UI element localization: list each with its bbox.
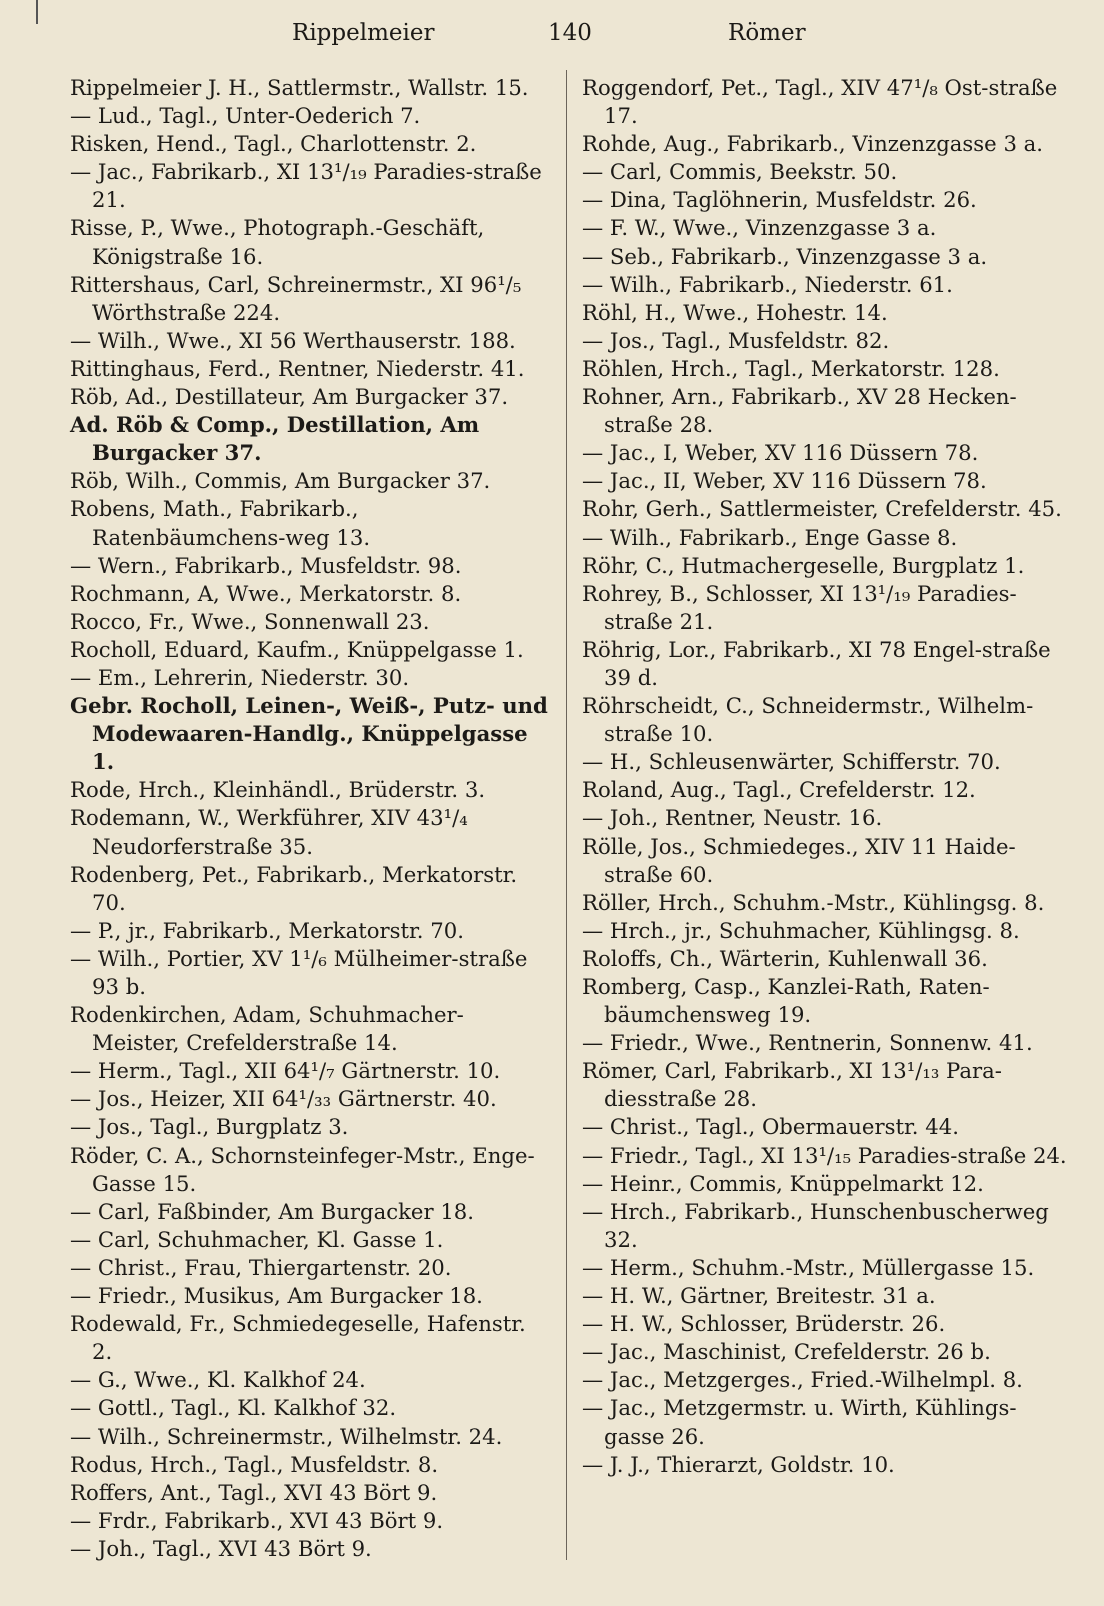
- directory-entry: Risken, Hend., Tagl., Charlottenstr. 2.: [70, 131, 477, 157]
- directory-entry: — H., Schleusenwärter, Schifferstr. 70.: [582, 749, 1001, 775]
- directory-entry: — Wern., Fabrikarb., Musfeldstr. 98.: [70, 552, 462, 578]
- directory-entry: Rode, Hrch., Kleinhändl., Brüderstr. 3.: [70, 777, 486, 803]
- directory-entry: — Friedr., Musikus, Am Burgacker 18.: [70, 1283, 483, 1309]
- directory-entry: Risse, P., Wwe., Photograph.-Geschäft, Königstraße 16.: [70, 215, 485, 269]
- directory-entry: — Jos., Tagl., Musfeldstr. 82.: [582, 327, 890, 353]
- directory-entry: — G., Wwe., Kl. Kalkhof 24.: [70, 1367, 366, 1393]
- left-column: [70, 74, 550, 1563]
- directory-entry: Rodenberg, Pet., Fabrikarb., Merkatorstr. 70.: [70, 861, 518, 915]
- directory-entry: Roland, Aug., Tagl., Crefelderstr. 12.: [582, 777, 976, 803]
- directory-entry: — Wilh., Schreinermstr., Wilhelmstr. 24.: [70, 1423, 503, 1449]
- directory-entry: — Friedr., Tagl., XI 13¹/₁₅ Paradies-straße 24.: [582, 1142, 1067, 1168]
- directory-entry: Röhrscheidt, C., Schneidermstr., Wilhelm-straße 10.: [582, 693, 1034, 747]
- directory-entry: Rohr, Gerh., Sattlermeister, Crefelderstr. 45.: [582, 496, 1062, 522]
- directory-entry: — Jac., Maschinist, Crefelderstr. 26 b.: [582, 1339, 991, 1365]
- directory-entry: Rohrey, B., Schlosser, XI 13¹/₁₉ Paradies-straße 21.: [582, 580, 1017, 634]
- directory-entry: Röhl, H., Wwe., Hohestr. 14.: [582, 299, 888, 325]
- directory-entry: Rocco, Fr., Wwe., Sonnenwall 23.: [70, 608, 430, 634]
- directory-entry: — H. W., Gärtner, Breitestr. 31 a.: [582, 1283, 936, 1309]
- directory-entry: — Lud., Tagl., Unter-Oederich 7.: [70, 103, 421, 129]
- directory-entry: — Joh., Tagl., XVI 43 Bört 9.: [70, 1535, 372, 1561]
- directory-entry: — Christ., Frau, Thiergartenstr. 20.: [70, 1254, 452, 1280]
- directory-entry: — Joh., Rentner, Neustr. 16.: [582, 805, 883, 831]
- directory-entry: Ad. Röb & Comp., Destillation, Am Burgacker 37.: [70, 412, 480, 466]
- directory-entry: Röb, Wilh., Commis, Am Burgacker 37.: [70, 468, 491, 494]
- directory-entry: — Herm., Schuhm.-Mstr., Müllergasse 15.: [582, 1254, 1035, 1280]
- directory-entry: — Carl, Faßbinder, Am Burgacker 18.: [70, 1198, 475, 1224]
- header-right-keyword: Römer: [728, 20, 806, 46]
- directory-entry: — Jac., Fabrikarb., XI 13¹/₁₉ Paradies-straße 21.: [70, 159, 542, 213]
- page-edge-mark: [36, 0, 38, 24]
- directory-entry: Rippelmeier J. H., Sattlermstr., Wallstr. 15.: [70, 75, 529, 100]
- directory-entry: Romberg, Casp., Kanzlei-Rath, Raten-bäumchensweg 19.: [582, 974, 990, 1028]
- directory-entry: — Jac., Metzgerges., Fried.-Wilhelmpl. 8.: [582, 1367, 1023, 1393]
- column-divider: [566, 70, 567, 1560]
- directory-entry: — Jos., Heizer, XII 64¹/₃₃ Gärtnerstr. 40.: [70, 1086, 497, 1112]
- directory-entry: — Heinr., Commis, Knüppelmarkt 12.: [582, 1170, 984, 1196]
- directory-entry: — Jac., II, Weber, XV 116 Düssern 78.: [582, 468, 987, 494]
- directory-entry: Rohde, Aug., Fabrikarb., Vinzenzgasse 3 a.: [582, 131, 1044, 157]
- directory-entry: Robens, Math., Fabrikarb., Ratenbäumchens-weg 13.: [70, 496, 371, 550]
- directory-entry: Rittershaus, Carl, Schreinermstr., XI 96¹/₅ Wörthstraße 224.: [70, 271, 522, 325]
- directory-entry: Röhr, C., Hutmachergeselle, Burgplatz 1.: [582, 552, 1025, 578]
- directory-entry: — Jos., Tagl., Burgplatz 3.: [70, 1114, 349, 1140]
- directory-entry: — P., jr., Fabrikarb., Merkatorstr. 70.: [70, 917, 464, 943]
- directory-entry: — Christ., Tagl., Obermauerstr. 44.: [582, 1114, 959, 1140]
- directory-entry: — Herm., Tagl., XII 64¹/₇ Gärtnerstr. 10.: [70, 1058, 501, 1084]
- directory-entry: Rocholl, Eduard, Kaufm., Knüppelgasse 1.: [70, 636, 524, 662]
- directory-entry: Rohner, Arn., Fabrikarb., XV 28 Hecken-straße 28.: [582, 384, 1017, 438]
- directory-entry: Römer, Carl, Fabrikarb., XI 13¹/₁₃ Para-diesstraße 28.: [582, 1058, 1002, 1112]
- directory-entry: — Wilh., Wwe., XI 56 Werthauserstr. 188.: [70, 327, 516, 353]
- directory-entry: Roggendorf, Pet., Tagl., XIV 47¹/₈ Ost-straße 17.: [582, 75, 1058, 129]
- header-left-keyword: Rippelmeier: [292, 20, 435, 46]
- page-header: [60, 12, 1060, 62]
- directory-entry: — Carl, Commis, Beekstr. 50.: [582, 159, 898, 185]
- page-number: 140: [548, 20, 592, 46]
- directory-entry: — Gottl., Tagl., Kl. Kalkhof 32.: [70, 1395, 397, 1421]
- directory-entry: Rochmann, A, Wwe., Merkatorstr. 8.: [70, 580, 462, 606]
- directory-entry: — Wilh., Portier, XV 1¹/₆ Mülheimer-straße 93 b.: [70, 945, 528, 999]
- directory-entry: Rodenkirchen, Adam, Schuhmacher-Meister, Crefelderstraße 14.: [70, 1002, 464, 1056]
- right-column: [582, 74, 1074, 1479]
- directory-entry: — Jac., Metzgermstr. u. Wirth, Kühlings-gasse 26.: [582, 1395, 1017, 1449]
- directory-entry: Gebr. Rocholl, Leinen-, Weiß-, Putz- und Modewaaren-Handlg., Knüppelgasse 1.: [70, 693, 548, 775]
- directory-entry: — Hrch., jr., Schuhmacher, Kühlingsg. 8.: [582, 917, 1020, 943]
- directory-entry: Röhlen, Hrch., Tagl., Merkatorstr. 128.: [582, 355, 1000, 381]
- directory-entry: — Jac., I, Weber, XV 116 Düssern 78.: [582, 440, 979, 466]
- directory-entry: Rodemann, W., Werkführer, XIV 43¹/₄ Neudorferstraße 35.: [70, 805, 468, 859]
- directory-entry: Röller, Hrch., Schuhm.-Mstr., Kühlingsg. 8.: [582, 889, 1045, 915]
- directory-entry: Rittinghaus, Ferd., Rentner, Niederstr. 41.: [70, 355, 525, 381]
- directory-entry: — Wilh., Fabrikarb., Enge Gasse 8.: [582, 524, 958, 550]
- directory-entry: — Friedr., Wwe., Rentnerin, Sonnenw. 41.: [582, 1030, 1033, 1056]
- directory-entry: Roffers, Ant., Tagl., XVI 43 Bört 9.: [70, 1479, 438, 1505]
- directory-entry: — Dina, Taglöhnerin, Musfeldstr. 26.: [582, 187, 977, 213]
- directory-entry: Rölle, Jos., Schmiedeges., XIV 11 Haide-straße 60.: [582, 833, 1016, 887]
- directory-entry: — H. W., Schlosser, Brüderstr. 26.: [582, 1311, 946, 1337]
- directory-entry: Röb, Ad., Destillateur, Am Burgacker 37.: [70, 384, 509, 410]
- directory-entry: Rodewald, Fr., Schmiedegeselle, Hafenstr. 2.: [70, 1311, 526, 1365]
- directory-entry: Rodus, Hrch., Tagl., Musfeldstr. 8.: [70, 1451, 439, 1477]
- directory-entry: — Wilh., Fabrikarb., Niederstr. 61.: [582, 271, 953, 297]
- directory-entry: — Hrch., Fabrikarb., Hunschenbuscherweg 32.: [582, 1198, 1049, 1252]
- directory-entry: Röder, C. A., Schornsteinfeger-Mstr., Enge-Gasse 15.: [70, 1142, 535, 1196]
- directory-entry: — Frdr., Fabrikarb., XVI 43 Bört 9.: [70, 1507, 444, 1533]
- directory-entry: — Em., Lehrerin, Niederstr. 30.: [70, 664, 410, 690]
- directory-entry: — Carl, Schuhmacher, Kl. Gasse 1.: [70, 1226, 444, 1252]
- directory-entry: — F. W., Wwe., Vinzenzgasse 3 a.: [582, 215, 937, 241]
- directory-entry: Roloffs, Ch., Wärterin, Kuhlenwall 36.: [582, 945, 988, 971]
- directory-entry: — Seb., Fabrikarb., Vinzenzgasse 3 a.: [582, 243, 988, 269]
- directory-entry: — J. J., Thierarzt, Goldstr. 10.: [582, 1451, 895, 1477]
- directory-entry: Röhrig, Lor., Fabrikarb., XI 78 Engel-straße 39 d.: [582, 636, 1051, 690]
